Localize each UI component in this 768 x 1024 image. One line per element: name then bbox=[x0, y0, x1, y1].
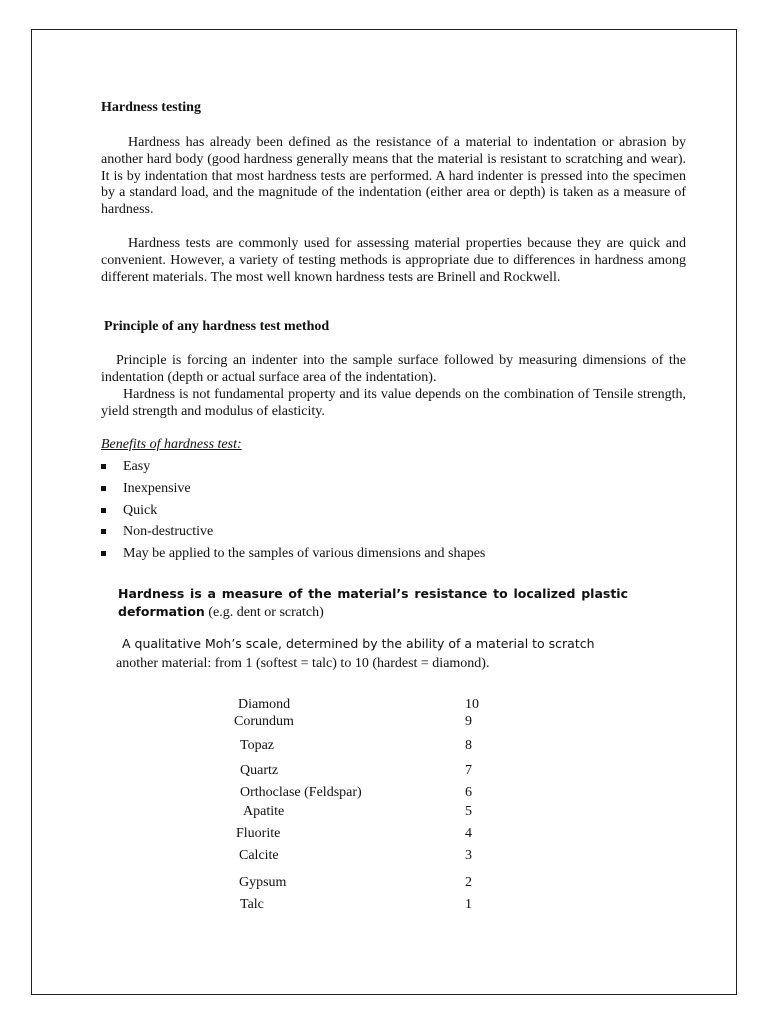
list-item bbox=[101, 545, 485, 567]
benefits-list bbox=[101, 458, 485, 567]
mineral-name: Talc bbox=[240, 897, 264, 912]
bullet-square-icon bbox=[101, 551, 106, 556]
page-title: Hardness testing bbox=[101, 100, 201, 115]
bullet-square-icon bbox=[101, 486, 106, 491]
principle-text: Principle is forcing an indenter into the sample surface followed by measuring dimensions of the indentation (depth or actual surface area of the indentation). bbox=[101, 353, 686, 385]
mineral-name: Calcite bbox=[239, 848, 279, 863]
mineral-hardness: 6 bbox=[465, 785, 472, 800]
mineral-hardness: 10 bbox=[465, 697, 479, 712]
intro-paragraph: Hardness has already been defined as the resistance of a material to indentation or abrasion by another hard body (good hardness generally means that the material is resistant to scratching and wear). It is by indentation that most hardness tests are performed. A hard indenter is pressed into the specimen by a standard load, and the magnitude of the indentation (either area or depth) is taken as a measure of hardness. bbox=[101, 135, 686, 218]
bullet-square-icon bbox=[101, 508, 106, 513]
definition-example-text: (e.g. dent or scratch) bbox=[204, 605, 324, 620]
benefit-label: Easy bbox=[123, 459, 151, 474]
mineral-hardness: 5 bbox=[465, 804, 472, 819]
mineral-hardness: 3 bbox=[465, 848, 472, 863]
mineral-hardness: 1 bbox=[465, 897, 472, 912]
mineral-name: Quartz bbox=[240, 763, 279, 778]
mineral-hardness: 4 bbox=[465, 826, 472, 841]
bullet-square-icon bbox=[101, 529, 106, 534]
mineral-name: Orthoclase (Feldspar) bbox=[240, 785, 362, 800]
moh-scale-range: another material: from 1 (softest = talc) to 10 (hardest = diamond). bbox=[116, 656, 490, 671]
benefit-label: May be applied to the samples of various dimensions and shapes bbox=[123, 546, 486, 562]
mineral-name: Apatite bbox=[243, 804, 285, 819]
list-item bbox=[101, 480, 485, 502]
benefit-label: Non-destructive bbox=[123, 524, 214, 540]
list-item bbox=[101, 523, 485, 545]
list-item bbox=[101, 502, 485, 524]
benefit-label: Inexpensive bbox=[123, 480, 191, 496]
mineral-hardness: 9 bbox=[465, 714, 472, 729]
benefits-title: Benefits of hardness test: bbox=[101, 437, 242, 452]
tests-paragraph: Hardness tests are commonly used for assessing material properties because they are quick and convenient. However, a variety of testing methods is appropriate due to differences in hardness among different materials. The most well known hardness tests are Brinell and Rockwell. bbox=[101, 236, 686, 285]
list-item bbox=[101, 458, 485, 480]
mineral-name: Gypsum bbox=[239, 875, 287, 890]
moh-scale-intro: A qualitative Moh’s scale, determined by the ability of a material to scratch bbox=[122, 636, 595, 651]
mineral-name: Fluorite bbox=[236, 826, 281, 841]
fundamental-property-text: Hardness is not fundamental property and its value depends on the combination of Tensile strength, yield strength and modulus of elasticity. bbox=[101, 387, 686, 419]
definition-bold-text: Hardness is a measure of the material’s resistance to localized plastic deformation bbox=[118, 586, 628, 619]
principle-heading: Principle of any hardness test method bbox=[104, 319, 330, 334]
mineral-hardness: 8 bbox=[465, 738, 472, 753]
mineral-name: Corundum bbox=[234, 714, 294, 729]
hardness-definition bbox=[118, 585, 628, 622]
mineral-hardness: 7 bbox=[465, 763, 472, 778]
mineral-hardness: 2 bbox=[465, 875, 472, 890]
mineral-name: Topaz bbox=[240, 738, 275, 753]
benefit-label: Quick bbox=[123, 502, 158, 518]
bullet-square-icon bbox=[101, 464, 106, 469]
mineral-name: Diamond bbox=[238, 697, 291, 712]
